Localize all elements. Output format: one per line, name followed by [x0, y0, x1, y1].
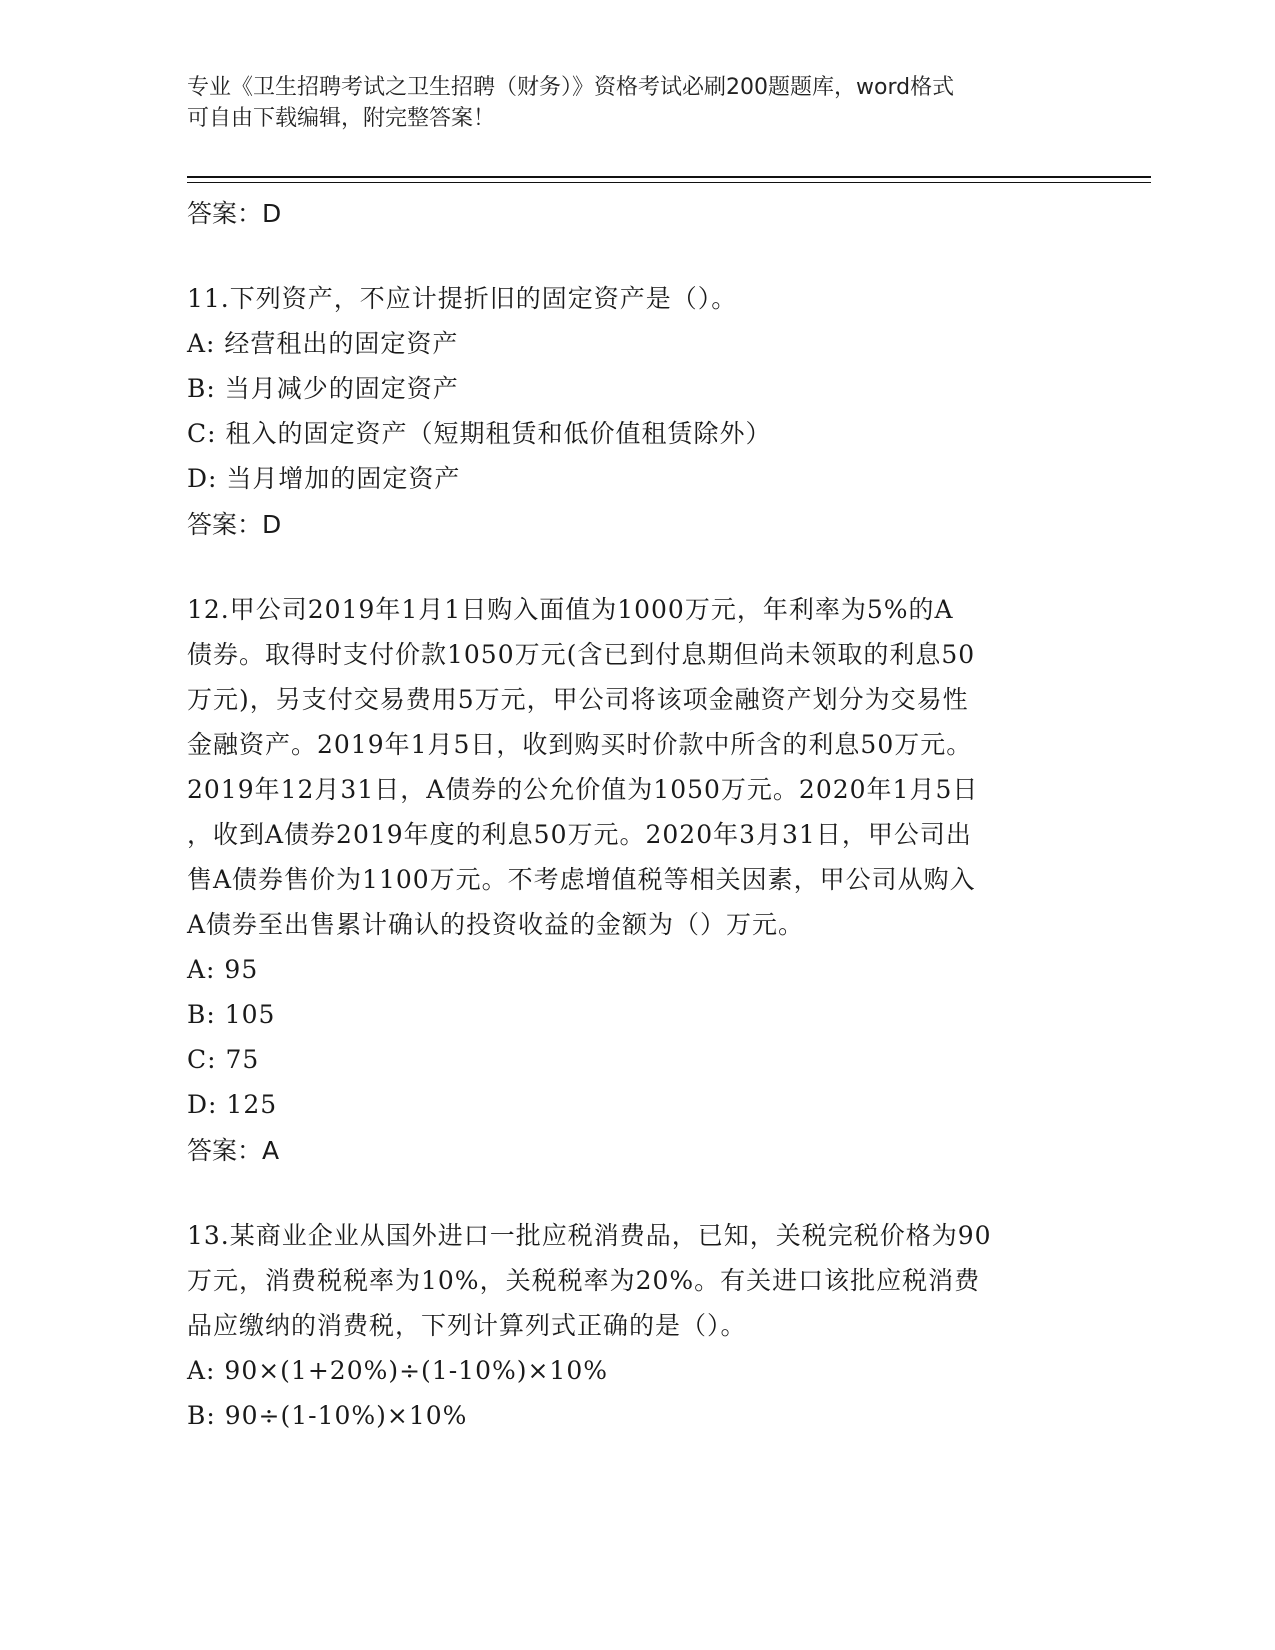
question-stem-line: 13.某商业企业从国外进口一批应税消费品，已知，关税完税价格为90 — [187, 1221, 992, 1250]
question-stem-line: 万元，消费税税率为10%，关税税率为20%。有关进口该批应税消费 — [187, 1266, 981, 1295]
question-stem-line: 12.甲公司2019年1月1日购入面值为1000万元，年利率为5%的A — [187, 595, 954, 624]
question-stem-line: ，收到A债券2019年度的利息50万元。2020年3月31日，甲公司出 — [187, 820, 972, 849]
answer: 答案：A — [187, 1136, 280, 1165]
question-stem-line: 金融资产。2019年1月5日，收到购买时价款中所含的利息50万元。 — [187, 730, 973, 759]
option-b: B: 当月减少的固定资产 — [187, 374, 459, 403]
option-b: B: 90÷(1-10%)×10% — [187, 1401, 468, 1430]
question-stem-line: 品应缴纳的消费税，下列计算列式正确的是（）。 — [187, 1311, 747, 1340]
header-line-1: 专业《卫生招聘考试之卫生招聘（财务）》资格考试必刷200题题库，word格式 — [187, 75, 955, 100]
option-a: A: 90×(1+20%)÷(1-10%)×10% — [187, 1356, 608, 1385]
option-b: B: 105 — [187, 1000, 276, 1029]
answer: 答案：D — [187, 510, 282, 539]
document-body — [187, 190, 1087, 1438]
option-a: A: 95 — [187, 955, 259, 984]
question-13 — [187, 1213, 1087, 1438]
question-stem-line: 万元)，另支付交易费用5万元，甲公司将该项金融资产划分为交易性 — [187, 685, 969, 714]
option-d: D: 当月增加的固定资产 — [187, 464, 461, 493]
option-c: C: 75 — [187, 1045, 260, 1074]
question-stem: 11.下列资产，不应计提折旧的固定资产是（）。 — [187, 284, 738, 313]
header-line-2: 可自由下载编辑，附完整答案！ — [187, 106, 496, 131]
question-stem-line: 债券。取得时支付价款1050万元(含已到付息期但尚未领取的利息50 — [187, 640, 976, 669]
question-stem-line: 2019年12月31日，A债券的公允价值为1050万元。2020年1月5日 — [187, 775, 979, 804]
answer-previous: 答案：D — [187, 199, 282, 228]
header-divider-thin — [187, 182, 1151, 183]
question-stem-line: A债券至出售累计确认的投资收益的金额为（）万元。 — [187, 910, 805, 939]
option-c: C: 租入的固定资产（短期租赁和低价值租赁除外） — [187, 419, 772, 448]
document-header — [187, 72, 1067, 134]
question-11 — [187, 276, 1087, 549]
header-divider-thick — [187, 176, 1151, 178]
question-stem-line: 售A债券售价为1100万元。不考虑增值税等相关因素，甲公司从购入 — [187, 865, 976, 894]
option-a: A: 经营租出的固定资产 — [187, 329, 459, 358]
option-d: D: 125 — [187, 1090, 278, 1119]
question-12 — [187, 587, 1087, 1175]
